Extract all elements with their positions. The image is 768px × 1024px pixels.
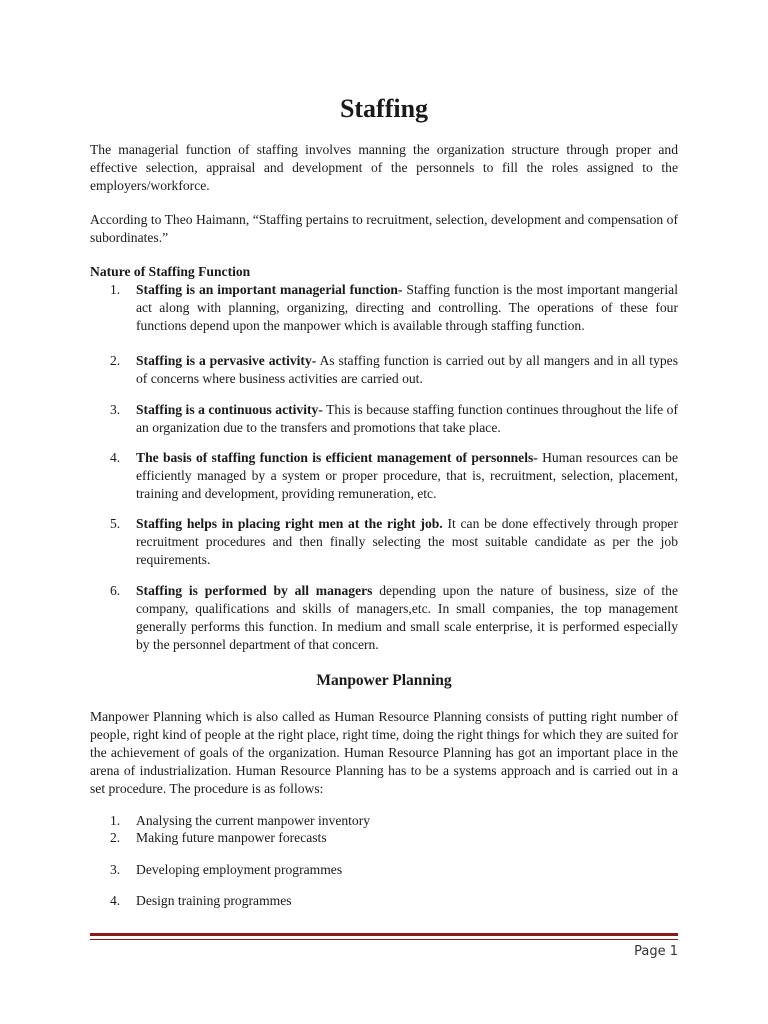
list-item (110, 861, 678, 879)
item-text: It can be done effectively through proper recruitment procedures and then finally selecting the most suitable candidate as per the job requirements. (136, 516, 678, 567)
nature-heading: Nature of Staffing Function (90, 264, 251, 279)
list-number: 2. (110, 830, 121, 845)
item-bold-lead: Staffing is an important managerial function- (136, 282, 403, 297)
item-bold-lead: Staffing is a continuous activity- (136, 402, 323, 417)
item-text: Design training programmes (136, 893, 292, 908)
list-item (110, 401, 678, 437)
list-number: 3. (110, 862, 121, 877)
list-number: 5. (110, 516, 121, 531)
quote-paragraph: According to Theo Haimann, “Staffing pertains to recruitment, selection, development and compensation of subordinates.” (90, 212, 678, 245)
item-text: depending upon the nature of business, size of the company, qualifications and skills of managers,etc. In small companies, the top management generally performs this function. In medium and small scale enterprise, it is performed especially by the personnel department of that concern. (136, 583, 678, 652)
item-text: This is because staffing function continues throughout the life of an organization due to the transfers and promotions that take place. (136, 402, 678, 435)
item-text: Staffing function is the most important mangerial act along with planning, organizing, directing and controlling. The operations of these four functions depend upon the manpower which is available through staffing function. (136, 282, 678, 333)
list-number: 6. (110, 583, 121, 598)
list-item (110, 582, 678, 654)
list-item (110, 812, 678, 830)
list-number: 1. (110, 282, 121, 297)
footer-rule-thick (90, 933, 678, 936)
page-title: Staffing (339, 94, 429, 123)
item-text: Developing employment programmes (136, 862, 343, 877)
manpower-heading: Manpower Planning (316, 672, 452, 689)
item-bold-lead: Staffing helps in placing right men at the right job. (136, 516, 443, 531)
list-item (110, 352, 678, 388)
list-item (110, 892, 678, 910)
list-number: 2. (110, 353, 121, 368)
list-number: 4. (110, 893, 121, 908)
list-item (110, 829, 678, 847)
list-item (110, 281, 678, 335)
item-bold-lead: Staffing is performed by all managers (136, 583, 373, 598)
item-text: Human resources can be efficiently managed by a system or proper procedure, that is, recruitment, selection, placement, training and development, providing remuneration, etc. (136, 450, 678, 501)
item-text: Making future manpower forecasts (136, 830, 327, 845)
item-text: As staffing function is carried out by all mangers and in all types of concerns where business activities are carried out. (136, 353, 678, 386)
page-number: Page 1 (634, 944, 678, 959)
intro-paragraph: The managerial function of staffing involves manning the organization structure through proper and effective selection, appraisal and development of the personnels to fill the roles assigned to the employers/workforce. (90, 142, 678, 193)
list-number: 1. (110, 813, 121, 828)
list-item (110, 515, 678, 569)
manpower-paragraph: Manpower Planning which is also called as Human Resource Planning consists of putting right number of people, right kind of people at the right place, right time, doing the right things for which they are suited for the achievement of goals of the organization. Human Resource Planning has got an important place in the arena of industrialization. Human Resource Planning has to be a systems approach and is carried out in a set procedure. The procedure is as follows: (90, 709, 678, 796)
list-number: 4. (110, 450, 121, 465)
list-number: 3. (110, 402, 121, 417)
item-bold-lead: The basis of staffing function is efficient management of personnels- (136, 450, 538, 465)
item-bold-lead: Staffing is a pervasive activity- (136, 353, 317, 368)
item-text: Analysing the current manpower inventory (136, 813, 371, 828)
list-item (110, 449, 678, 503)
footer-rule-thin (90, 939, 678, 940)
